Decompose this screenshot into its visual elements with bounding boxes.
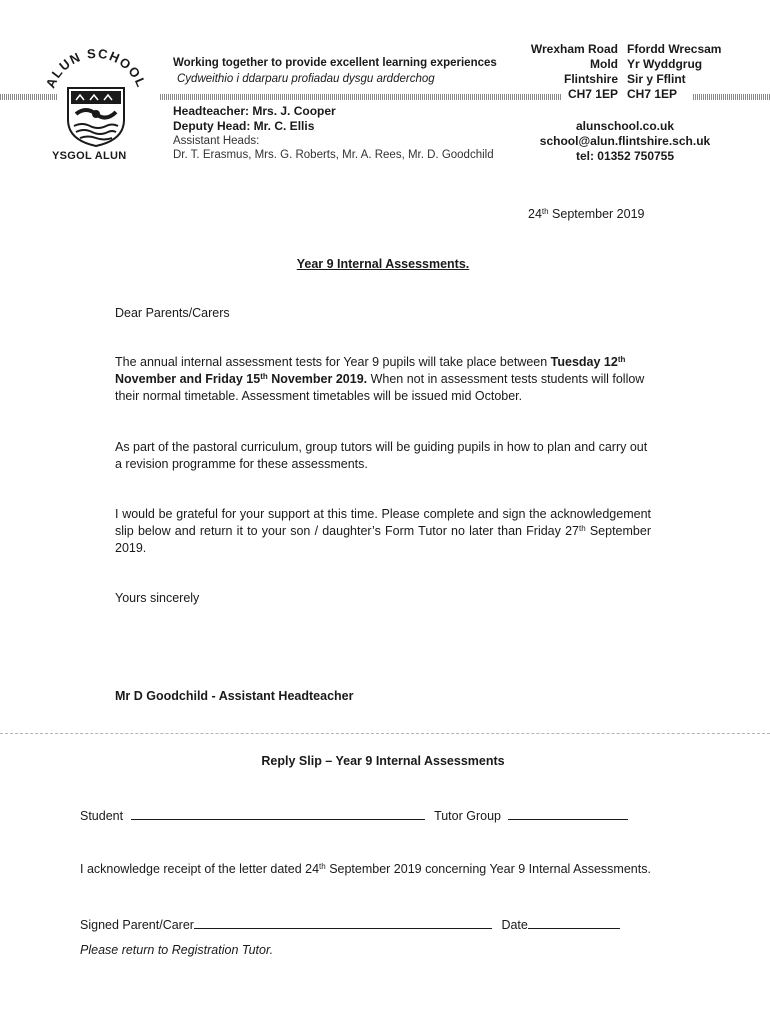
website-link[interactable]: alunschool.co.uk (575, 119, 674, 133)
motto-welsh: Cydweithio i ddarparu profiadau dysgu ardderchog (177, 73, 435, 85)
contact-block (520, 119, 730, 164)
paragraph-2: As part of the pastoral curriculum, group tutors will be guiding pupils in how to plan and carry out a revision programme for these assessments. (115, 440, 648, 471)
staff-list (173, 104, 533, 162)
assistant-heads-label: Assistant Heads: (173, 135, 260, 147)
address-cy-line: CH7 1EP (627, 87, 678, 101)
headteacher: Headteacher: Mrs. J. Cooper (173, 104, 336, 118)
letter-date: 24th September 2019 (528, 207, 645, 221)
school-crest (40, 40, 150, 165)
address-en-line: CH7 1EP (567, 87, 618, 101)
email-link[interactable]: school@alun.flintshire.sch.uk (539, 134, 711, 148)
address-cy-line: Ffordd Wrecsam (627, 42, 722, 56)
address-en-line: Flintshire (563, 72, 618, 86)
tear-off-line (0, 733, 770, 734)
return-note: Please return to Registration Tutor. (80, 943, 274, 957)
date-field[interactable] (528, 916, 620, 929)
address-cy-line: Sir y Fflint (627, 72, 686, 86)
deputy-head: Deputy Head: Mr. C. Ellis (173, 119, 315, 133)
address-en-line: Mold (590, 57, 618, 71)
paragraph-3: I would be grateful for your support at this time. Please complete and sign the acknowledgement slip below and return it to your son / daughter’s Form Tutor no later than Friday 27th September 2019. (115, 507, 651, 555)
address-cy-line: Yr Wyddgrug (627, 57, 703, 71)
closing: Yours sincerely (115, 591, 200, 605)
motto-english: Working together to provide excellent learning experiences (173, 57, 497, 69)
student-name-field[interactable] (131, 807, 425, 820)
signed-label: Signed Parent/Carer (80, 918, 194, 932)
salutation: Dear Parents/Carers (115, 306, 230, 320)
tutor-group-field[interactable] (508, 807, 628, 820)
student-row (80, 807, 628, 825)
crest-arc-text: ALUN SCHOOL (42, 45, 150, 91)
assistant-heads-names: Dr. T. Erasmus, Mrs. G. Roberts, Mr. A. Rees, Mr. D. Goodchild (173, 149, 494, 161)
header-rule-left (0, 94, 58, 100)
tutor-group-label: Tutor Group (434, 809, 501, 823)
telephone: tel: 01352 750755 (575, 149, 675, 163)
acknowledgement: I acknowledge receipt of the letter dated 24th September 2019 concerning Year 9 Internal Assessments. (80, 862, 651, 876)
signature-row (80, 916, 620, 934)
signatory: Mr D Goodchild - Assistant Headteacher (115, 689, 354, 703)
reply-slip-title: Reply Slip – Year 9 Internal Assessments (261, 754, 505, 768)
welsh-school-name: YSGOL ALUN (52, 150, 127, 162)
letter-title: Year 9 Internal Assessments. (296, 257, 470, 271)
student-label: Student (80, 809, 124, 823)
svg-text:ALUN SCHOOL (43, 46, 150, 90)
signature-field[interactable] (194, 916, 492, 929)
address-en-line: Wrexham Road (530, 42, 618, 56)
date-label: Date (501, 918, 528, 932)
address-welsh (627, 42, 757, 102)
address-english (500, 42, 618, 102)
paragraph-1: The annual internal assessment tests for Year 9 pupils will take place between Tuesday 12th November and Friday 15th November 2019. When not in assessment tests students will follow their normal timetable. Assessment timetables will be issued mid October. (115, 355, 645, 403)
